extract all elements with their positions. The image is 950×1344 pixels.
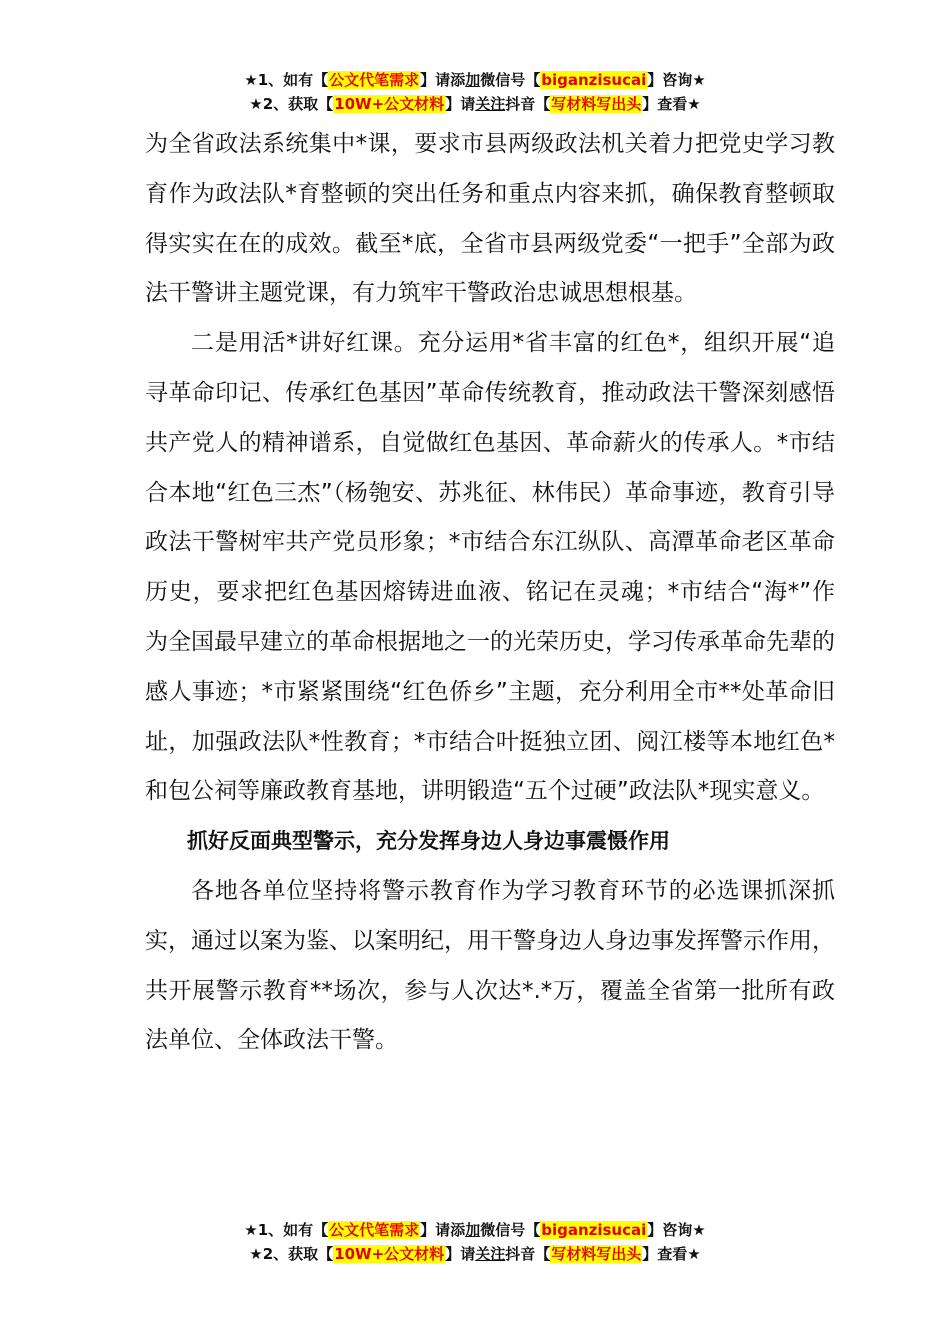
promo-line-2 [0,1242,950,1266]
highlight-materials: 10W+公文材料 [334,95,445,113]
promo-text: 】咨询★ [647,71,706,89]
paragraph-continuation: 为全省政法系统集中*课，要求市县两级政法机关着力把党史学习教育作为政法队*育整顿的突出任务和重点内容来抓，确保教育整顿取得实实在在的成效。截至*底，全省市县两级党委“一把手”全部为政法干警讲主题党课，有力筑牢干警政治忠诚思想根基。 [145,131,835,307]
promo-text: ★1、如有【 [244,1221,329,1239]
underlined-text: 关注 [475,95,506,113]
promo-text: 】请 [445,1245,476,1263]
promo-line-1 [0,1218,950,1242]
highlight-wechat-id: biganzisucai [541,1221,647,1239]
underlined-text: 关注 [475,1245,506,1263]
promo-line-1 [0,68,950,92]
paragraph-red-lessons: 二是用活*讲好红课。充分运用*省丰富的红色*，组织开展“追寻革命印记、传承红色基因”革命传统教育，推动政法干警深刻感悟共产党人的精神谱系，自觉做红色基因、革命薪火的传承人。*市结合本地“红色三杰”（杨匏安、苏兆征、林伟民）革命事迹，教育引导政法干警树牢共产党员形象；*市结合东江纵队、高潭革命老区革命历史，要求把红色基因熔铸进血液、铭记在灵魂；*市结合“海*”作为全国最早建立的革命根据地之一的光荣历史，学习传承革命先辈的感人事迹；*市紧紧围绕“红色侨乡”主题，充分利用全市**处革命旧址，加强政法队*性教育；*市结合叶挺独立团、阅江楼等本地红色*和包公祠等廉政教育基地，讲明锻造“五个过硬”政法队*现实意义。 [145,330,835,805]
highlight-douyin: 写材料写出头 [551,95,642,113]
footer-promo-banner [0,1218,950,1266]
highlight-douyin: 写材料写出头 [551,1245,642,1263]
promo-text: 微信号【 [480,1221,541,1239]
highlight-service: 公文代笔需求 [329,1221,420,1239]
paragraph-warning-education: 各地各单位坚持将警示教育作为学习教育环节的必选课抓深抓实，通过以案为鉴、以案明纪，用干警身边人身边事发挥警示作用，共开展警示教育**场次，参与人次达*.*万，覆盖全省第一批所有政法单位、全体政法干警。 [145,877,835,1054]
highlight-wechat-id: biganzisucai [541,71,647,89]
promo-text: 】查看★ [642,1245,701,1263]
promo-text: 抖音【 [505,1245,551,1263]
underlined-text: 加 [465,1221,481,1239]
promo-text: 】请添 [420,71,466,89]
underlined-text: 加 [465,71,481,89]
promo-text: 微信号【 [480,71,541,89]
promo-text: ★2、获取【 [249,1245,334,1263]
promo-text: 抖音【 [505,95,551,113]
promo-text: ★1、如有【 [244,71,329,89]
promo-text: 】请 [445,95,476,113]
highlight-materials: 10W+公文材料 [334,1245,445,1263]
header-promo-banner [0,68,950,116]
promo-text: 】咨询★ [647,1221,706,1239]
promo-text: 】查看★ [642,95,701,113]
document-body [145,120,835,1066]
promo-text: 】请添 [420,1221,466,1239]
promo-text: ★2、获取【 [249,95,334,113]
highlight-service: 公文代笔需求 [329,71,420,89]
section-heading: 抓好反面典型警示，充分发挥身边人身边事震慑作用 [187,829,670,854]
promo-line-2 [0,92,950,116]
